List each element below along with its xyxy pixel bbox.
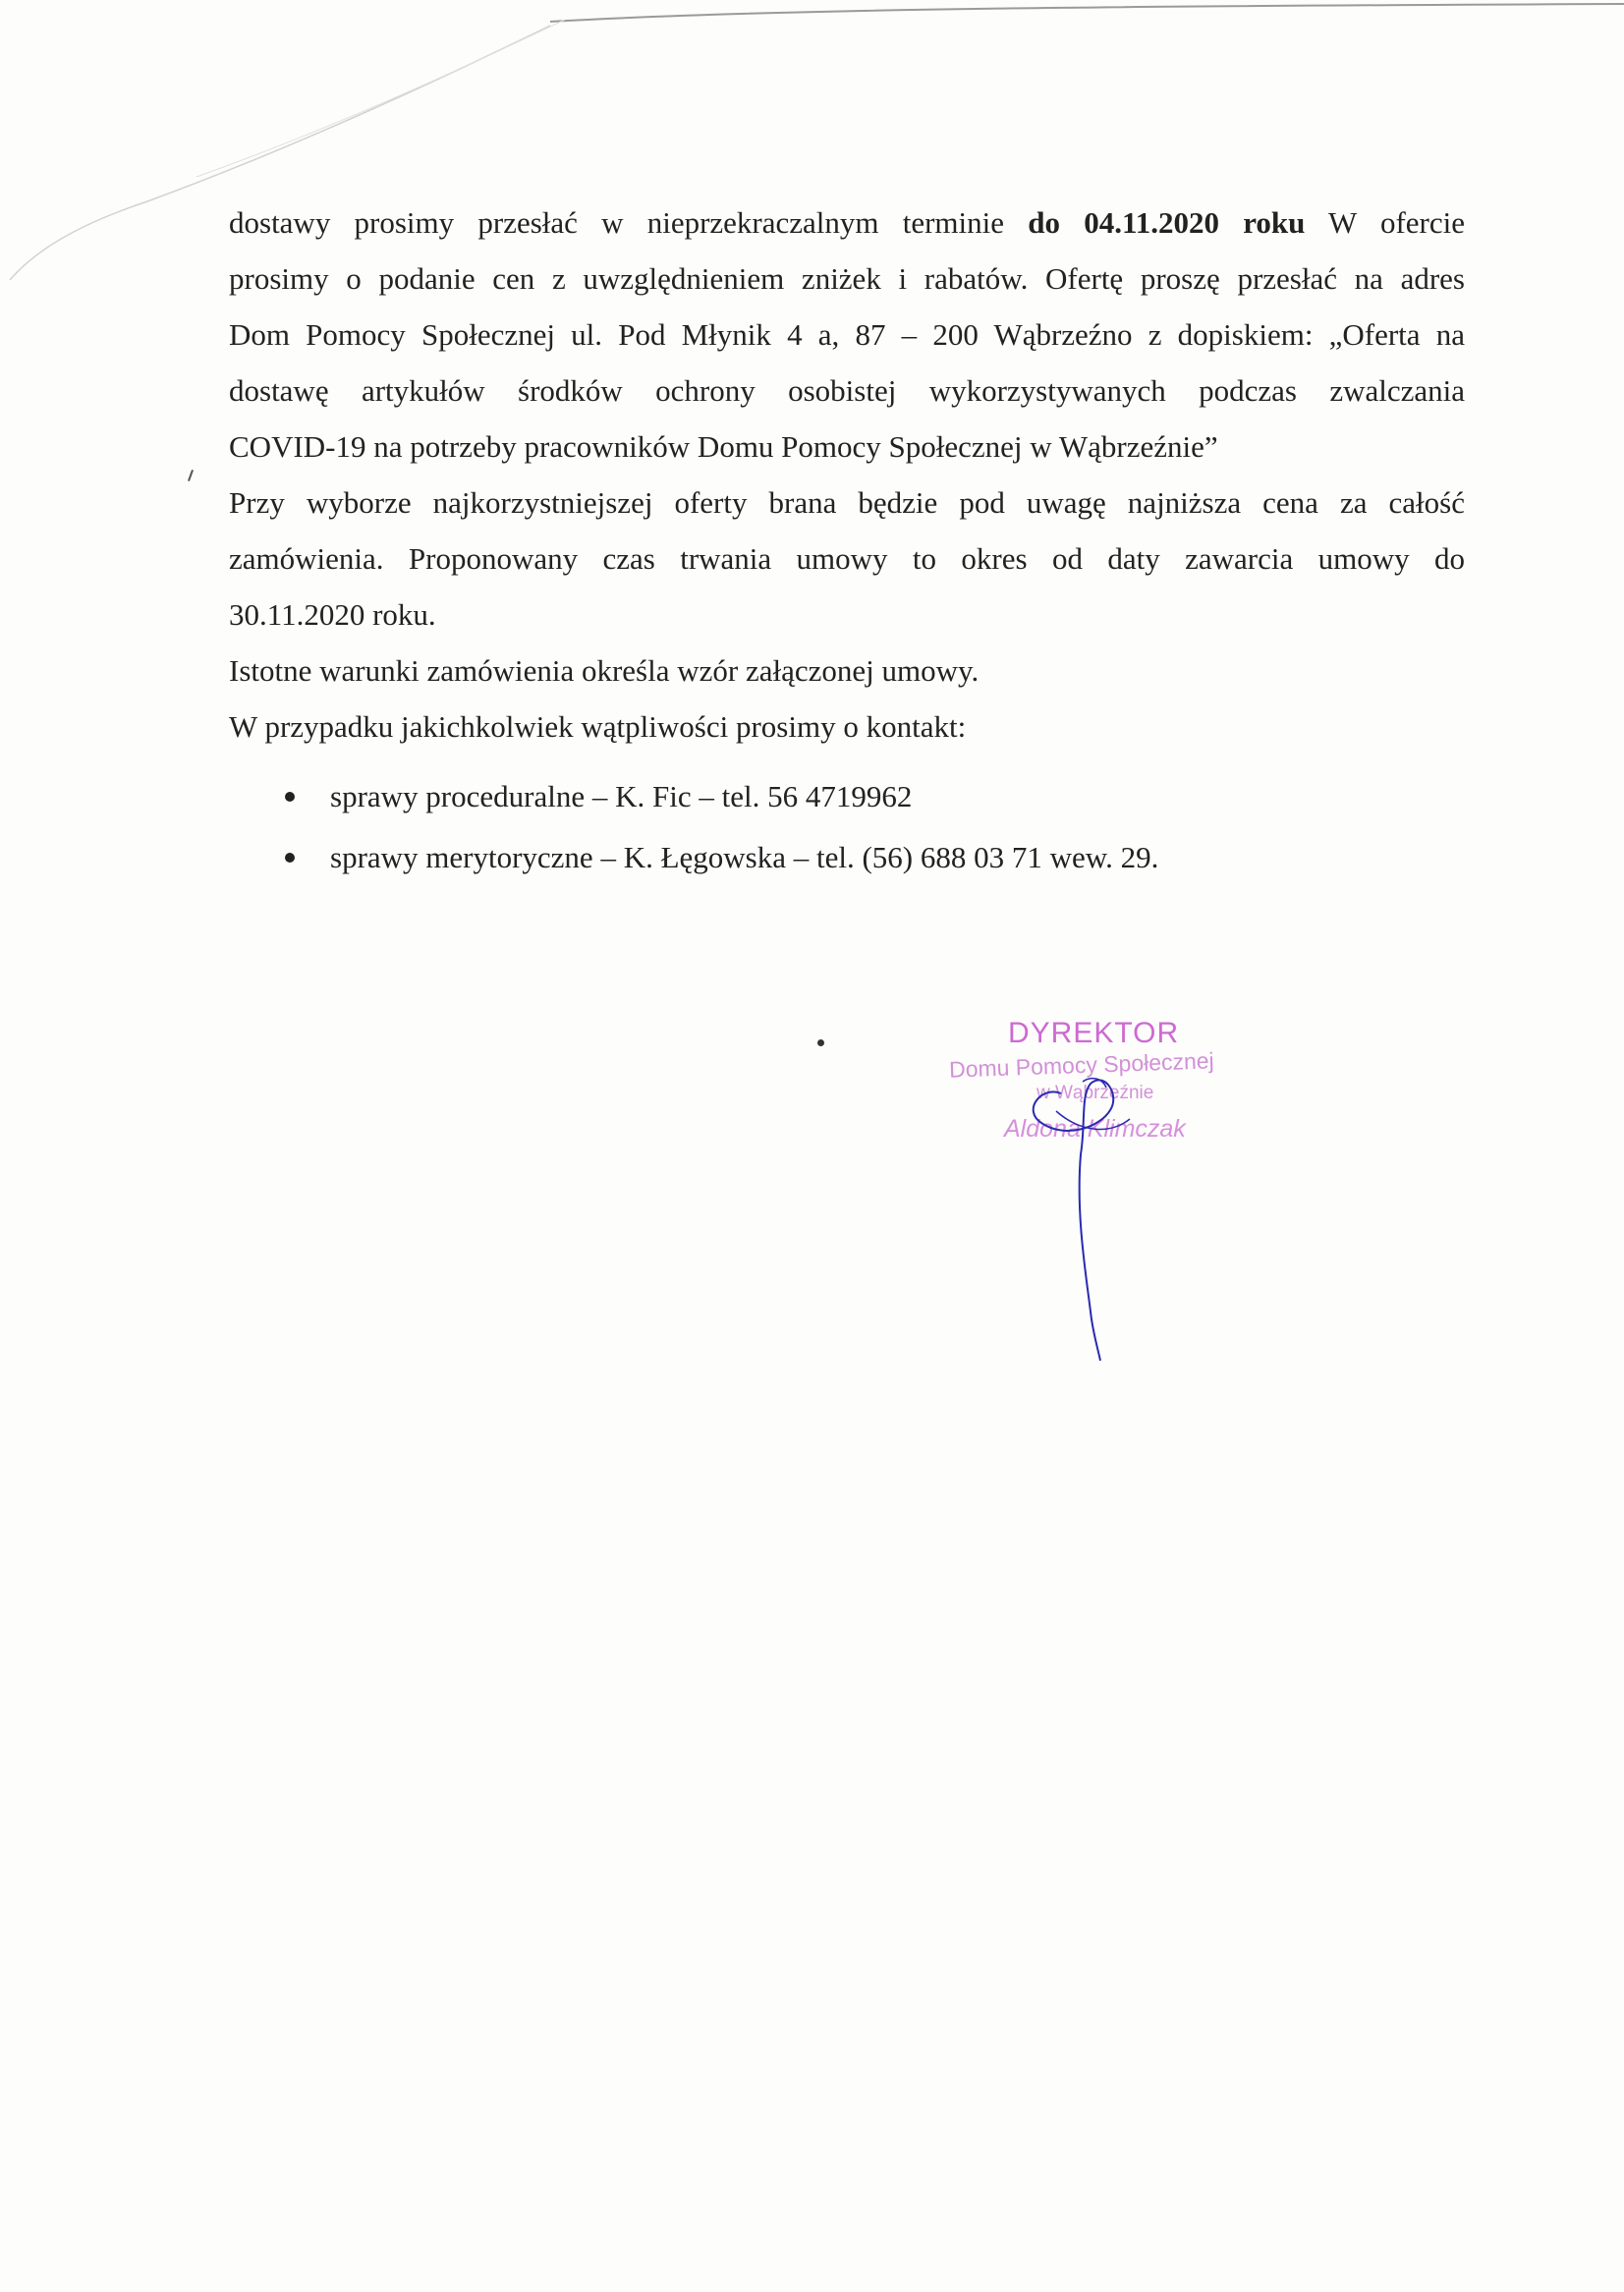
- paragraph-1-line-4: dostawę artykułów środków ochrony osobistej wykorzystywanych podczas zwalczania: [229, 373, 1465, 408]
- list-item: [285, 766, 1158, 827]
- paragraph-2-line-1: Przy wyborze najkorzystniejszej oferty brana będzie pod uwagę najniższa cena za całość: [229, 485, 1465, 520]
- paragraph-3: Istotne warunki zamówienia określa wzór załączonej umowy.: [229, 653, 980, 688]
- paragraph-4: W przypadku jakichkolwiek wątpliwości prosimy o kontakt:: [229, 709, 967, 744]
- paragraph-2-line-3: 30.11.2020 roku.: [229, 597, 436, 632]
- director-stamp: [943, 1017, 1267, 1370]
- contact-substantive: sprawy merytoryczne – K. Łęgowska – tel. (56) 688 03 71 wew. 29.: [330, 840, 1159, 874]
- contact-list: [285, 766, 1158, 888]
- scan-speck: [188, 470, 194, 481]
- paragraph-1-line-5: COVID-19 na potrzeby pracowników Domu Pomocy Społecznej w Wąbrzeźnie”: [229, 429, 1218, 464]
- paragraph-1-line-3: Dom Pomocy Społecznej ul. Pod Młynik 4 a, 87 – 200 Wąbrzeźno z dopiskiem: „Oferta na: [229, 317, 1465, 352]
- ink-dot: [817, 1039, 824, 1046]
- letter-body: [229, 195, 1465, 755]
- deadline-bold: do 04.11.2020 roku: [1028, 205, 1306, 240]
- paragraph-1-line-2: prosimy o podanie cen z uwzględnieniem zniżek i rabatów. Ofertę proszę przesłać na adres: [229, 261, 1465, 296]
- list-item: [285, 827, 1158, 888]
- stamp-title: DYREKTOR: [1008, 1017, 1180, 1049]
- paragraph-1-line-1: dostawy prosimy przesłać w nieprzekraczalnym terminie do 04.11.2020 roku W ofercie: [229, 205, 1465, 240]
- stamp-location: w Wąbrzeźnie: [1036, 1083, 1154, 1103]
- signature-icon: [943, 1017, 1267, 1370]
- stamp-institution: Domu Pomocy Społecznej: [948, 1047, 1215, 1083]
- paragraph-2-line-2: zamówienia. Proponowany czas trwania umowy to okres od daty zawarcia umowy do: [229, 541, 1465, 576]
- bullet-icon: [285, 792, 295, 802]
- stamp-name: Aldona Klimczak: [1004, 1115, 1186, 1143]
- bullet-icon: [285, 853, 295, 863]
- contact-procedural: sprawy proceduralne – K. Fic – tel. 56 4719962: [330, 779, 913, 813]
